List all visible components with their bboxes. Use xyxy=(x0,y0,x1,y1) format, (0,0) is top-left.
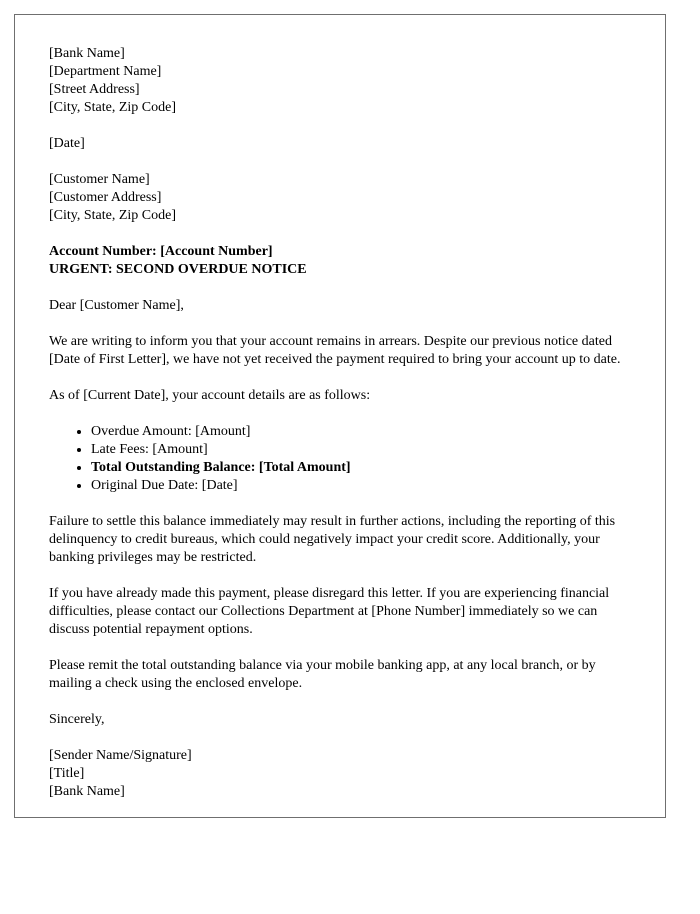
signature-bank-name: [Bank Name] xyxy=(49,784,125,799)
closing: Sincerely, xyxy=(49,712,105,727)
recipient-address-block xyxy=(49,171,631,225)
recipient-city-state-zip: [City, State, Zip Code] xyxy=(49,208,177,223)
list-item-late-fees: • Late Fees: [Amount] xyxy=(91,441,631,459)
signature-sender-name: [Sender Name/Signature] xyxy=(49,748,192,763)
sender-street-address: [Street Address] xyxy=(49,82,140,97)
signature-title: [Title] xyxy=(49,766,85,781)
date-line: [Date] xyxy=(49,136,85,151)
paragraph-details-intro: As of [Current Date], your account details are as follows: xyxy=(49,388,371,403)
sender-address-block xyxy=(49,45,631,117)
paragraph-disregard: If you have already made this payment, please disregard this letter. If you are experiencing financial difficulties, please contact our Collections Department at [Phone Number] immediately so we can discuss potential repayment options. xyxy=(49,586,610,637)
overdue-notice-letter xyxy=(14,14,666,818)
recipient-address: [Customer Address] xyxy=(49,190,162,205)
signature-block xyxy=(49,747,631,801)
sender-bank-name: [Bank Name] xyxy=(49,46,125,61)
paragraph-arrears: We are writing to inform you that your account remains in arrears. Despite our previous notice dated [Date of First Letter], we have not yet received the payment required to bring your account up to date. xyxy=(49,334,621,367)
salutation: Dear [Customer Name], xyxy=(49,298,184,313)
sender-city-state-zip: [City, State, Zip Code] xyxy=(49,100,177,115)
paragraph-remit: Please remit the total outstanding balance via your mobile banking app, at any local branch, or by mailing a check using the enclosed envelope. xyxy=(49,658,596,691)
subject-block xyxy=(49,243,631,279)
account-number-line: Account Number: [Account Number] xyxy=(49,244,273,259)
list-item-total-outstanding-balance: • Total Outstanding Balance: [Total Amount] xyxy=(91,459,631,477)
recipient-name: [Customer Name] xyxy=(49,172,150,187)
sender-department: [Department Name] xyxy=(49,64,162,79)
paragraph-consequences: Failure to settle this balance immediately may result in further actions, including the reporting of this delinquency to credit bureaus, which could negatively impact your credit score. Additionally, your banking privileges may be restricted. xyxy=(49,514,616,565)
overdue-details-list xyxy=(49,423,631,495)
date-block xyxy=(49,135,631,153)
list-item-overdue-amount: • Overdue Amount: [Amount] xyxy=(91,423,631,441)
list-item-original-due-date: • Original Due Date: [Date] xyxy=(91,477,631,495)
urgent-heading: URGENT: SECOND OVERDUE NOTICE xyxy=(49,262,307,277)
